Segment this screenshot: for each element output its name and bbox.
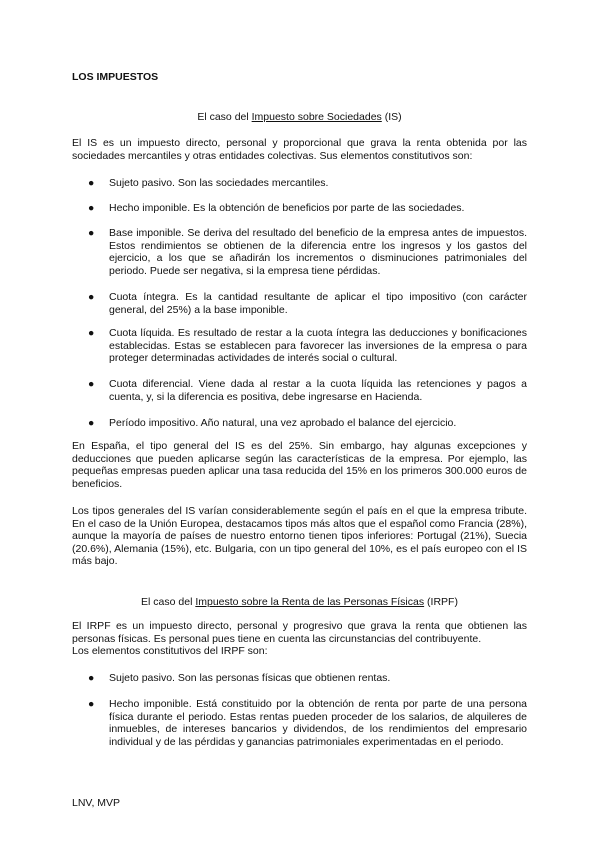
irpf-intro: El IRPF es un impuesto directo, personal y progresivo que grava la renta que obtienen las personas físicas. Es personal pues tiene en cuenta las circunstancias del contribuyente. bbox=[72, 620, 527, 645]
bullet-icon: ● bbox=[88, 698, 95, 710]
footer-initials: LNV, MVP bbox=[72, 797, 121, 809]
bullet-icon: ● bbox=[88, 202, 95, 214]
page-title: LOS IMPUESTOS bbox=[72, 71, 159, 83]
is-heading-link: Impuesto sobre Sociedades bbox=[251, 111, 382, 123]
irpf-intro-elements: Los elementos constitutivos del IRPF son: bbox=[72, 645, 268, 657]
is-intro: El IS es un impuesto directo, personal y proporcional que grava la renta obtenida por las sociedades mercantiles y otras entidades colectivas. Sus elementos constitutivos son: bbox=[72, 137, 527, 162]
bullet-icon: ● bbox=[88, 327, 95, 339]
is-paragraph-rates: En España, el tipo general del IS es del 25%. Sin embargo, hay algunas excepciones y deducciones que pueden aplicarse según las características de la empresa. Por ejemplo, las pequeñas empresas pueden aplicar una tasa reducida del 15% en los primeros 300.000 euros de beneficios. bbox=[72, 440, 527, 490]
is-paragraph-countries: Los tipos generales del IS varían considerablemente según el país en el que la empresa tribute. En el caso de la Unión Europea, destacamos tipos más altos que el español como Francia (28%), aunque la mayoría de países de nuestro entorno tienen tipos inferiores: Portugal (21%), Suecia (20.6%), Alemania (15%), etc. Bulgaria, con un tipo general del 10%, es el país europeo con el IS más bajo. bbox=[72, 505, 527, 567]
bullet-icon: ● bbox=[88, 177, 95, 189]
bullet-icon: ● bbox=[88, 417, 95, 429]
bullet-icon: ● bbox=[88, 291, 95, 303]
irpf-heading-link: Impuesto sobre la Renta de las Personas Físicas bbox=[195, 596, 425, 608]
irpf-section-heading: El caso del Impuesto sobre la Renta de las Personas Físicas (IRPF) bbox=[141, 596, 458, 608]
bullet-icon: ● bbox=[88, 672, 95, 684]
is-section-heading: El caso del Impuesto sobre Sociedades (IS) bbox=[197, 111, 402, 123]
bullet-icon: ● bbox=[88, 227, 95, 239]
bullet-icon: ● bbox=[88, 378, 95, 390]
